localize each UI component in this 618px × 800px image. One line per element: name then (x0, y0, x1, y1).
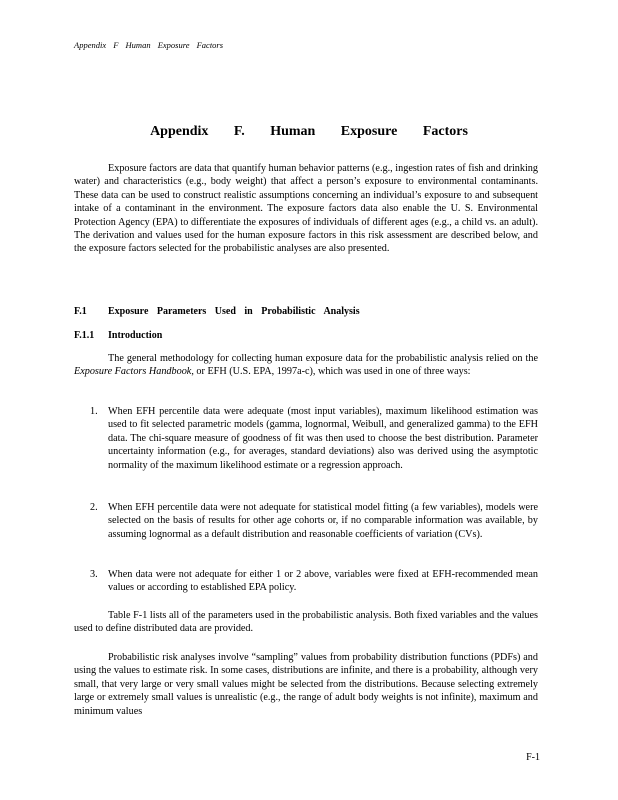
section-title: Exposure Parameters Used in Probabilistic Analysis (108, 306, 360, 317)
probabilistic-paragraph: Probabilistic risk analyses involve “sampling” values from probability distribution functions (PDFs) and using the values to estimate risk. In some cases, distributions are infinite, and there is a probability, although very small, that very large or very small values might be selected from the distributions. Because selecting extremely large or extremely small values is unrealistic (e.g., the range of adult body weights is not infinite), maximum and minimum values (74, 652, 538, 717)
list-item-text: When EFH percentile data were adequate (most input variables), maximum likelihood estimation was used to fit selected parametric models (gamma, lognormal, Weibull, and generalized gamma) to the EFH data. The chi-square measure of goodness of fit was then used to choose the best distribution. Parameter uncertainty information (e.g., for averages, standard deviations) also was derived using the asymptotic normality of the maximum likelihood estimate or a regression approach. (108, 406, 538, 471)
list-item-text: When EFH percentile data were not adequate for statistical model fitting (a few variables), models were selected on the basis of results for other age cohorts or, if no comparable information was available, by assuming lognormal as a default distribution and reasonable coefficients of variation (CVs). (108, 502, 538, 540)
numbered-list-item-3 (74, 568, 538, 595)
handbook-title: Exposure Factors Handbook (74, 366, 192, 378)
subsection-number: F.1.1 (74, 330, 95, 341)
list-marker: 3. (90, 569, 98, 580)
appendix-title: Appendix F. Human Exposure Factors (150, 124, 468, 139)
methodology-text-before: The general methodology for collecting human exposure data for the probabilistic analysis relied on the (108, 353, 538, 364)
list-marker: 1. (90, 406, 98, 417)
methodology-paragraph (74, 352, 538, 379)
section-heading-f1 (74, 306, 360, 317)
table-reference-paragraph: Table F-1 lists all of the parameters used in the probabilistic analysis. Both fixed variables and the values used to define distributed data are provided. (74, 610, 538, 635)
section-number: F.1 (74, 306, 87, 317)
intro-paragraph: Exposure factors are data that quantify human behavior patterns (e.g., ingestion rates of fish and drinking water) and characteristics (e.g., body weight) that affect a person’s exposure to environmental contaminants. These data can be used to construct realistic assumptions concerning an individual’s exposure to and subsequent intake of a contaminant in the environment. The exposure factors data also enable the U. S. Environmental Protection Agency (EPA) to differentiate the exposures of individuals of different ages (e.g., a child vs. an adult). The derivation and values used for the human exposure factors in this risk assessment are described below, and the exposure factors selected for the probabilistic analyses are also presented. (74, 163, 538, 255)
running-header: Appendix F Human Exposure Factors (74, 40, 224, 50)
section-heading-f1-1 (74, 330, 162, 341)
list-item-text: When data were not adequate for either 1 or 2 above, variables were fixed at EFH-recommended mean values or according to established EPA policy. (108, 569, 538, 594)
numbered-list-item-1 (74, 405, 538, 472)
page-number: F-1 (526, 752, 540, 763)
list-marker: 2. (90, 502, 98, 513)
numbered-list-item-2 (74, 501, 538, 541)
methodology-text-after: , or EFH (U.S. EPA, 1997a-c), which was used in one of three ways: (191, 366, 471, 378)
subsection-title: Introduction (108, 330, 163, 341)
